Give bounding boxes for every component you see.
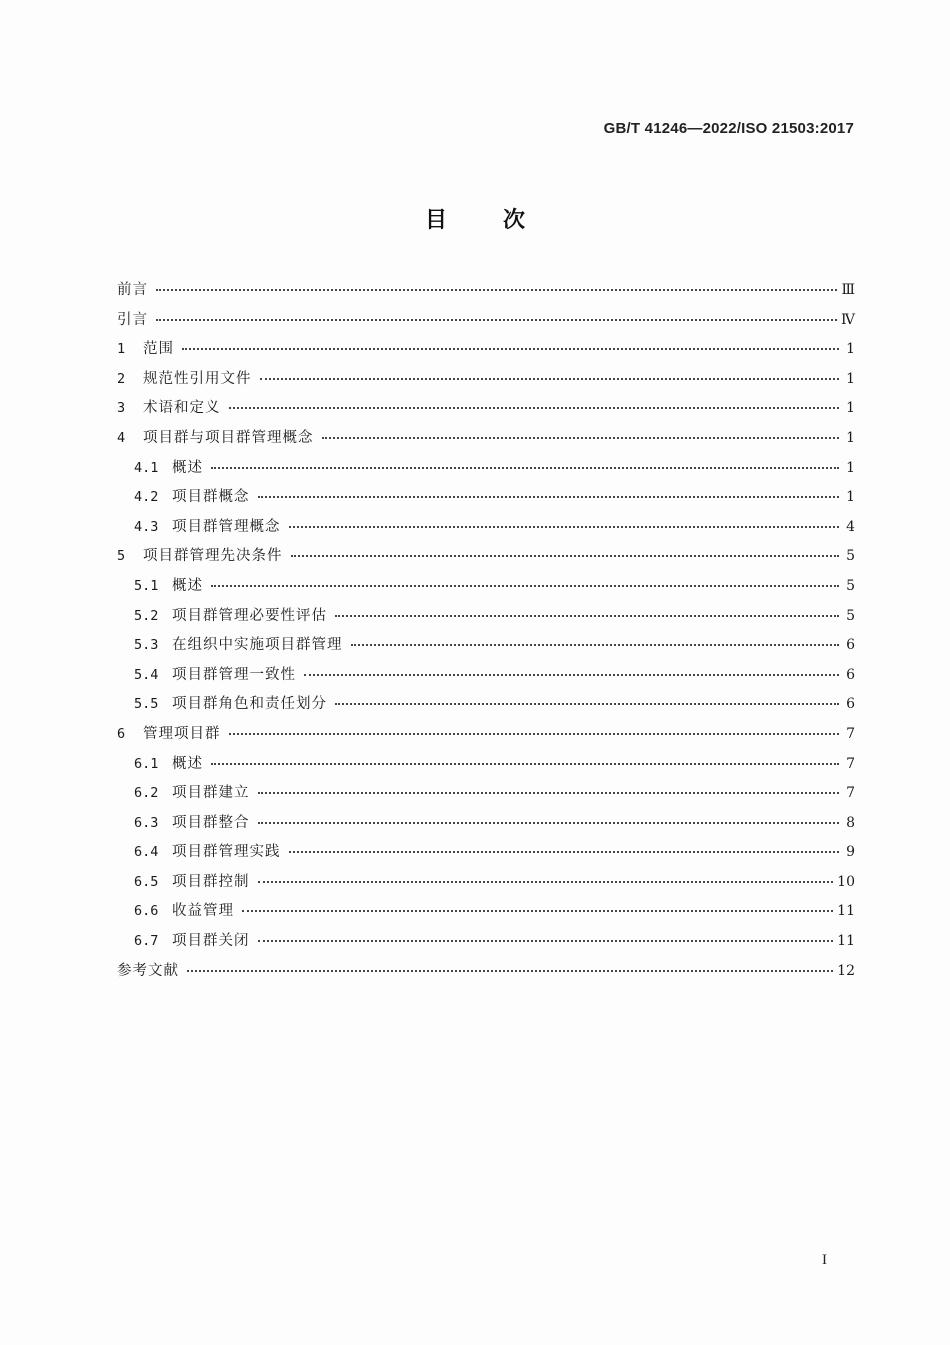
toc-entry-number: 5.4	[134, 666, 159, 683]
toc-entry[interactable]	[117, 692, 855, 722]
toc-entry[interactable]	[117, 870, 855, 900]
toc-entry-page: 7	[846, 785, 855, 802]
toc-entry-number: 4.1	[134, 459, 159, 476]
toc-entry[interactable]	[117, 515, 855, 545]
toc-entry-number: 1	[117, 341, 126, 358]
toc-entry-page: 7	[846, 725, 855, 742]
toc-dot-leader	[258, 940, 834, 942]
toc-dot-leader	[335, 615, 839, 617]
toc-entry-page: 11	[837, 903, 855, 920]
toc-entry[interactable]	[117, 959, 855, 989]
toc-entry-number: 6	[117, 725, 126, 742]
toc-entry[interactable]	[117, 781, 855, 811]
toc-dot-leader	[182, 348, 839, 350]
toc-entry-title: 规范性引用文件	[143, 370, 252, 387]
toc-entry-title: 项目群管理先决条件	[143, 548, 283, 565]
toc-entry-page: Ⅲ	[841, 282, 855, 298]
toc-dot-leader	[229, 407, 840, 409]
toc-entry-title: 术语和定义	[143, 400, 221, 417]
toc-dot-leader	[258, 881, 834, 883]
toc-entry-title: 项目群管理概念	[172, 518, 281, 535]
toc-entry[interactable]	[117, 752, 855, 782]
toc-entry-page: 5	[846, 607, 855, 624]
toc-dot-leader	[211, 585, 839, 587]
toc-entry-page: 10	[837, 873, 855, 890]
toc-entry-page: 1	[846, 429, 855, 446]
toc-entry-page: 7	[846, 755, 855, 772]
toc-entry-title: 项目群与项目群管理概念	[143, 429, 314, 446]
toc-entry[interactable]	[117, 899, 855, 929]
toc-entry-page: 8	[846, 814, 855, 831]
toc-entry[interactable]	[117, 663, 855, 693]
toc-entry[interactable]	[117, 544, 855, 574]
toc-entry-page: 6	[846, 696, 855, 713]
toc-entry[interactable]	[117, 485, 855, 515]
toc-dot-leader	[156, 289, 837, 291]
toc-entry[interactable]	[117, 633, 855, 663]
page-number: I	[822, 1252, 827, 1268]
toc-entry-title: 项目群管理一致性	[172, 666, 296, 683]
toc-entry-number: 5.2	[134, 607, 159, 624]
toc-entry[interactable]	[117, 426, 855, 456]
toc-entry-title: 前言	[117, 282, 148, 298]
toc-entry-page: Ⅳ	[841, 311, 855, 328]
toc-entry[interactable]	[117, 278, 855, 308]
toc-dot-leader	[211, 467, 839, 469]
toc-dot-leader	[335, 703, 839, 705]
toc-dot-leader	[242, 910, 833, 912]
toc-entry[interactable]	[117, 604, 855, 634]
toc-entry[interactable]	[117, 722, 855, 752]
toc-entry-title: 项目群管理实践	[172, 844, 281, 861]
standard-number: GB/T 41246—2022/ISO 21503:2017	[603, 120, 854, 137]
toc-entry-title: 在组织中实施项目群管理	[172, 637, 343, 654]
toc-entry-title: 管理项目群	[143, 725, 221, 742]
toc-entry[interactable]	[117, 574, 855, 604]
toc-entry-title: 项目群关闭	[172, 933, 250, 950]
toc-entry-title: 参考文献	[117, 962, 179, 979]
toc-entry-number: 6.3	[134, 814, 159, 831]
toc-entry-number: 5.5	[134, 696, 159, 713]
toc-entry[interactable]	[117, 308, 855, 338]
toc-entry-page: 6	[846, 637, 855, 654]
toc-entry-title: 概述	[172, 577, 203, 594]
toc-entry-page: 1	[846, 489, 855, 506]
toc-entry-number: 6.2	[134, 785, 159, 802]
toc-entry-number: 4.3	[134, 518, 159, 535]
toc-entry-title: 项目群管理必要性评估	[172, 607, 327, 624]
toc-entry-number: 6.1	[134, 755, 159, 772]
toc-entry-page: 4	[846, 518, 855, 535]
toc-entry-title: 项目群角色和责任划分	[172, 696, 327, 713]
toc-entry-page: 11	[837, 933, 855, 950]
toc-dot-leader	[289, 851, 840, 853]
toc-entry-page: 1	[846, 459, 855, 476]
toc-entry-title: 引言	[117, 311, 148, 328]
toc-entry-page: 5	[846, 548, 855, 565]
toc-entry-title: 项目群概念	[172, 489, 250, 506]
toc-dot-leader	[322, 437, 840, 439]
toc-entry-page: 1	[846, 341, 855, 358]
toc-entry-page: 1	[846, 370, 855, 387]
toc-entry[interactable]	[117, 396, 855, 426]
toc-entry-title: 范围	[143, 341, 174, 358]
toc-dot-leader	[156, 319, 837, 321]
toc-entry-title: 收益管理	[172, 903, 234, 920]
toc-entry-title: 概述	[172, 459, 203, 476]
toc-entry-number: 4.2	[134, 489, 159, 506]
toc-dot-leader	[258, 792, 840, 794]
toc-entry-number: 2	[117, 370, 126, 387]
toc-entry-number: 6.7	[134, 933, 159, 950]
toc-dot-leader	[289, 526, 840, 528]
toc-entry-title: 项目群控制	[172, 873, 250, 890]
toc-dot-leader	[187, 970, 833, 972]
toc-entry-number: 5.3	[134, 637, 159, 654]
toc-dot-leader	[291, 555, 840, 557]
toc-entry-title: 项目群建立	[172, 785, 250, 802]
toc-dot-leader	[260, 378, 840, 380]
toc-entry-number: 3	[117, 400, 126, 417]
toc-title: 目次	[424, 208, 581, 233]
toc-entry-page: 12	[837, 962, 855, 979]
toc-entry-number: 5	[117, 548, 126, 565]
toc-entry-number: 4	[117, 429, 126, 446]
toc-entry[interactable]	[117, 840, 855, 870]
toc-entry-number: 6.6	[134, 903, 159, 920]
toc-entry-page: 1	[846, 400, 855, 417]
toc-entry-page: 5	[846, 577, 855, 594]
toc-entry-number: 5.1	[134, 577, 159, 594]
toc-dot-leader	[211, 763, 839, 765]
toc-dot-leader	[229, 733, 840, 735]
toc-entry[interactable]	[117, 929, 855, 959]
toc-entry[interactable]	[117, 456, 855, 486]
table-of-contents	[117, 278, 855, 988]
toc-entry-number: 6.4	[134, 844, 159, 861]
toc-dot-leader	[351, 644, 840, 646]
toc-entry-page: 6	[846, 666, 855, 683]
toc-entry-title: 概述	[172, 755, 203, 772]
toc-dot-leader	[258, 496, 840, 498]
toc-entry-page: 9	[846, 844, 855, 861]
toc-dot-leader	[304, 674, 839, 676]
toc-entry[interactable]	[117, 811, 855, 841]
toc-dot-leader	[258, 822, 840, 824]
toc-entry[interactable]	[117, 337, 855, 367]
toc-entry-title: 项目群整合	[172, 814, 250, 831]
toc-entry-number: 6.5	[134, 873, 159, 890]
toc-entry[interactable]	[117, 367, 855, 397]
